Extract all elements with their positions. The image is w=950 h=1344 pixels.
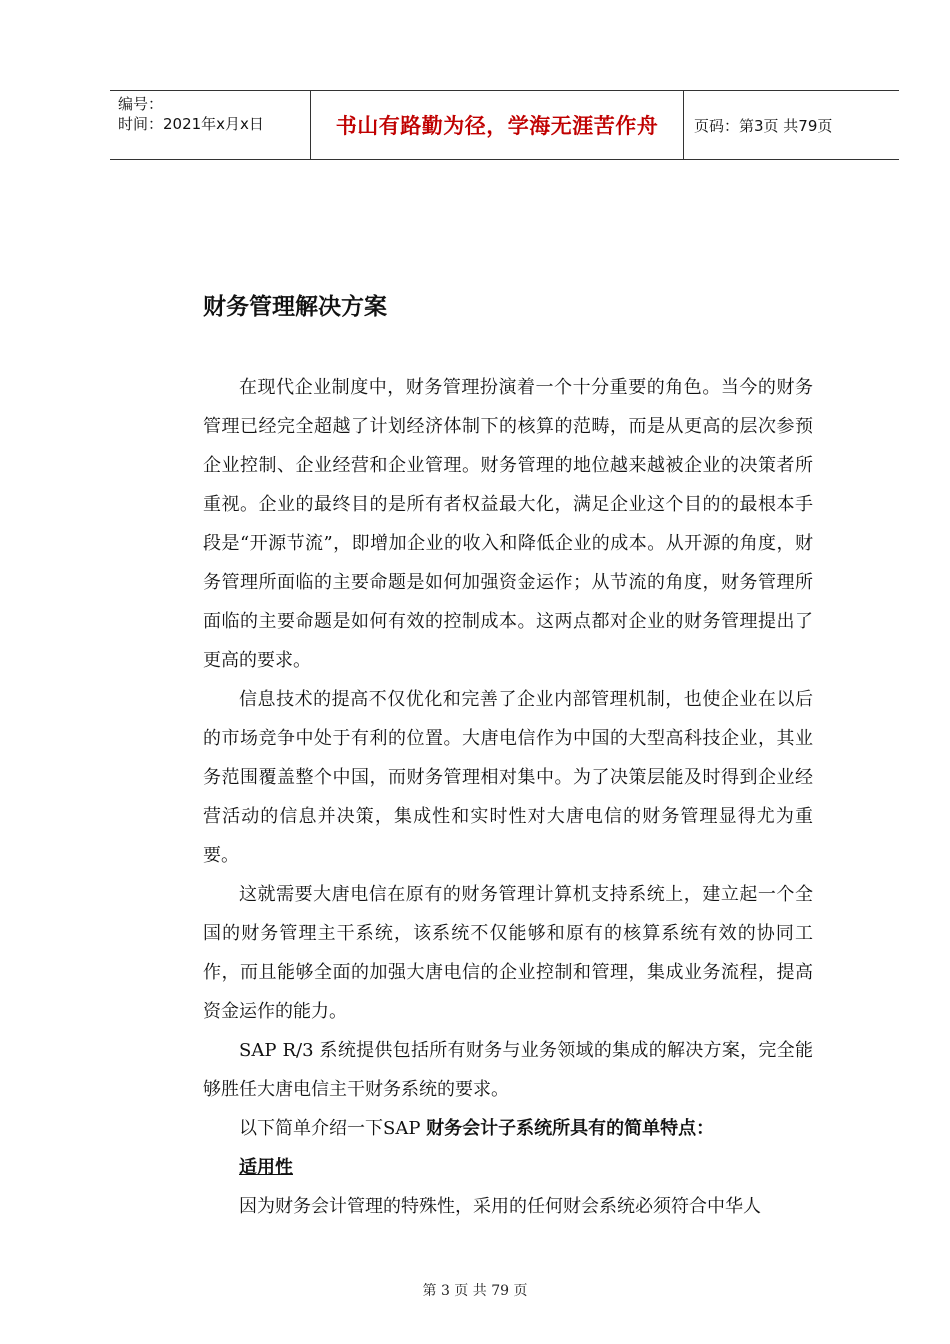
intro-bold-text: 财务会计子系统所具有的简单特点：	[426, 1118, 715, 1139]
body-paragraph: 在现代企业制度中，财务管理扮演着一个十分重要的角色。当今的财务管理已经完全超越了计划经济体制下的核算的范畴，而是从更高的层次参预企业控制、企业经营和企业管理。财务管理的地位越来越被企业的决策者所重视。企业的最终目的是所有者权益最大化，满足企业这个目的的最根本手段是“开源节流”，即增加企业的收入和降低企业的成本。从开源的角度，财务管理所面临的主要命题是如何加强资金运作；从节流的角度，财务管理所面临的主要命题是如何有效的控制成本。这两点都对企业的财务管理提出了更高的要求。	[203, 377, 813, 671]
document-title: 财务管理解决方案	[203, 294, 387, 320]
header-page-info: 页码：第3页 共79页	[694, 116, 833, 135]
header-motto: 书山有路勤为径，学海无涯苦作舟	[310, 91, 684, 159]
document-body	[203, 368, 813, 1226]
page-footer: 第 3 页 共 79 页	[422, 1283, 528, 1299]
header-meta	[110, 91, 310, 159]
time-label: 时间：2021年x月x日	[118, 115, 264, 133]
intro-plain-text: 以下简单介绍一下SAP	[239, 1118, 427, 1139]
body-paragraph: 信息技术的提高不仅优化和完善了企业内部管理机制，也使企业在以后的市场竞争中处于有利的位置。大唐电信作为中国的大型高科技企业，其业务范围覆盖整个中国，而财务管理相对集中。为了决策层能及时得到企业经营活动的信息并决策，集成性和实时性对大唐电信的财务管理显得尤为重要。	[203, 689, 813, 866]
number-label: 编号：	[118, 95, 164, 113]
intro-line	[203, 1109, 813, 1148]
body-paragraph: 这就需要大唐电信在原有的财务管理计算机支持系统上，建立起一个全国的财务管理主干系统，该系统不仅能够和原有的核算系统有效的协同工作，而且能够全面的加强大唐电信的企业控制和管理，集成业务流程，提高资金运作的能力。	[203, 884, 813, 1022]
page-header	[110, 90, 899, 160]
body-paragraph: 因为财务会计管理的特殊性，采用的任何财会系统必须符合中华人	[239, 1196, 761, 1217]
body-paragraph: SAP R/3 系统提供包括所有财务与业务领域的集成的解决方案，完全能够胜任大唐电信主干财务系统的要求。	[203, 1040, 813, 1100]
section-heading: 适用性	[239, 1157, 293, 1178]
